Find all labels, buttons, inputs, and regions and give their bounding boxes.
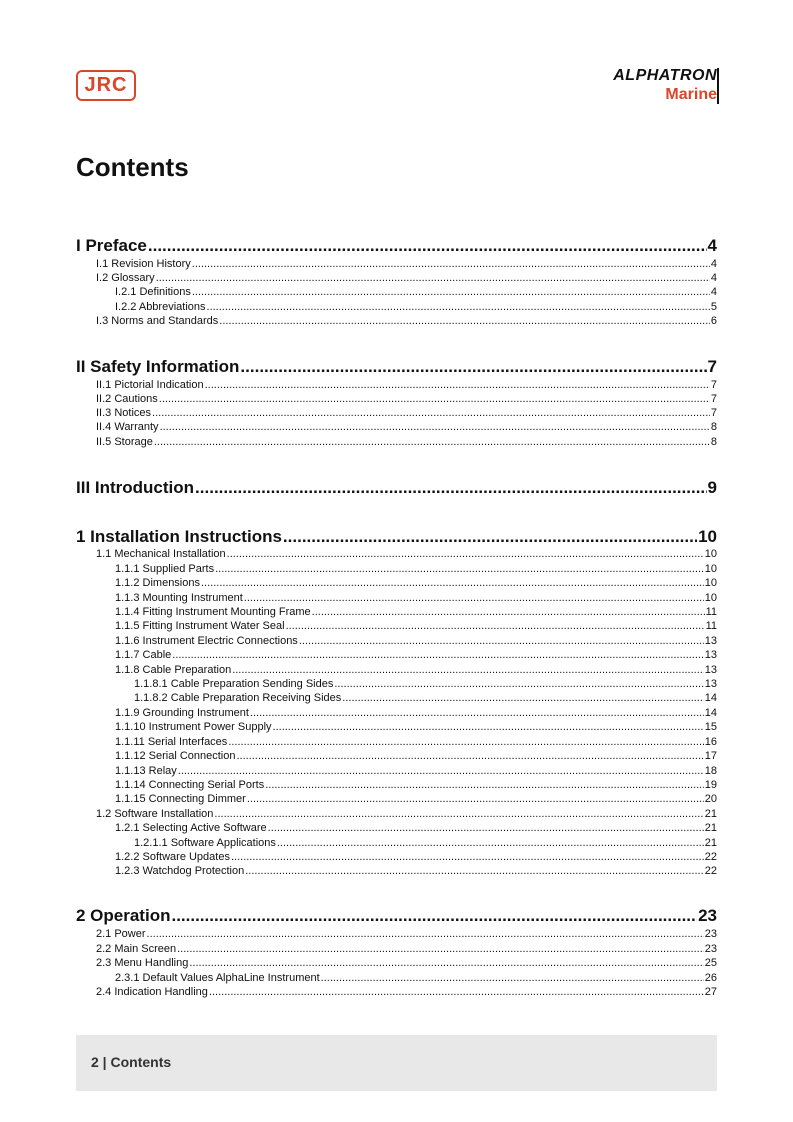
toc-entry[interactable] <box>115 606 717 620</box>
toc-page: 22 <box>704 851 717 863</box>
toc-label: I.2 Glossary <box>96 272 155 284</box>
toc-label: 1.1.10 Instrument Power Supply <box>115 721 272 733</box>
toc-page: 26 <box>704 972 717 984</box>
toc-entry[interactable] <box>96 928 717 942</box>
toc-leader <box>219 315 710 327</box>
toc-label: 1 Installation Instructions <box>76 527 282 546</box>
toc-page: 13 <box>704 678 717 690</box>
toc-leader <box>215 563 704 575</box>
toc-page: 15 <box>704 721 717 733</box>
toc-entry[interactable] <box>115 301 717 315</box>
toc-label: II.2 Cautions <box>96 393 158 405</box>
alphatron-logo-line2: Marine <box>665 86 717 103</box>
toc-entry[interactable] <box>115 793 717 807</box>
toc-label: 1.2.2 Software Updates <box>115 851 230 863</box>
toc-leader <box>312 606 705 618</box>
toc-entry[interactable] <box>96 986 717 1000</box>
toc-heading[interactable] <box>76 478 717 500</box>
toc-label: 2.1 Power <box>96 928 146 940</box>
toc-entry[interactable] <box>134 692 717 706</box>
toc-label: 1.1.13 Relay <box>115 765 177 777</box>
toc-leader <box>160 421 710 433</box>
toc-page: 5 <box>710 301 717 313</box>
toc-leader <box>244 592 704 604</box>
toc-page: 10 <box>704 548 717 560</box>
toc-leader <box>192 286 710 298</box>
toc-page: 13 <box>704 635 717 647</box>
toc-leader <box>273 721 704 733</box>
toc-label: 1.2.3 Watchdog Protection <box>115 865 245 877</box>
toc-page: 4 <box>710 258 717 270</box>
toc-label: I.3 Norms and Standards <box>96 315 219 327</box>
toc-label: 1.1.11 Serial Interfaces <box>115 736 228 748</box>
toc-label: 1.2.1.1 Software Applications <box>134 837 276 849</box>
toc-entry[interactable] <box>96 808 717 822</box>
toc-page: 20 <box>704 793 717 805</box>
toc-leader <box>227 548 704 560</box>
toc-page: 14 <box>704 692 717 704</box>
toc-entry[interactable] <box>96 436 717 450</box>
footer-text: 2 | Contents <box>91 1054 172 1070</box>
toc-entry[interactable] <box>115 649 717 663</box>
toc-heading[interactable] <box>76 527 717 549</box>
toc-entry[interactable] <box>115 779 717 793</box>
toc-page: 10 <box>704 577 717 589</box>
toc-leader <box>154 436 710 448</box>
toc-leader <box>205 379 710 391</box>
jrc-logo: JRC <box>76 70 136 101</box>
toc-label: 1.1.12 Serial Connection <box>115 750 236 762</box>
toc-leader <box>232 664 704 676</box>
toc-leader <box>283 527 697 547</box>
toc-page: 7 <box>707 357 717 376</box>
toc-entry[interactable] <box>115 865 717 879</box>
toc-entry[interactable] <box>115 750 717 764</box>
toc-leader <box>171 906 697 926</box>
toc-label: 2.2 Main Screen <box>96 943 177 955</box>
toc-leader <box>195 478 706 498</box>
alphatron-logo-line1: ALPHATRON <box>613 67 717 84</box>
logo-divider <box>717 68 719 104</box>
toc-label: 1.1.9 Grounding Instrument <box>115 707 249 719</box>
toc-label: II.4 Warranty <box>96 421 159 433</box>
toc-entry[interactable] <box>115 736 717 750</box>
toc-leader <box>152 407 710 419</box>
toc-page: 10 <box>704 563 717 575</box>
toc-page: 4 <box>707 236 717 255</box>
toc-label: III Introduction <box>76 478 195 497</box>
toc-page: 23 <box>698 906 717 925</box>
toc-entry[interactable] <box>115 765 717 779</box>
toc-entry[interactable] <box>96 393 717 407</box>
toc-entry[interactable] <box>115 664 717 678</box>
toc-label: 1.1.5 Fitting Instrument Water Seal <box>115 620 285 632</box>
toc-leader <box>250 707 704 719</box>
toc-leader <box>268 822 704 834</box>
toc-entry[interactable] <box>115 635 717 649</box>
toc-leader <box>228 736 703 748</box>
toc-leader <box>277 837 704 849</box>
toc-page: 7 <box>710 393 717 405</box>
toc-leader <box>214 808 703 820</box>
toc-label: 1.2.1 Selecting Active Software <box>115 822 267 834</box>
toc-leader <box>231 851 704 863</box>
page-title: Contents <box>76 152 189 182</box>
toc-entry[interactable] <box>115 822 717 836</box>
toc-label: 2.3.1 Default Values AlphaLine Instrument <box>115 972 320 984</box>
toc-label: II Safety Information <box>76 357 240 376</box>
toc-label: 1.1.8.2 Cable Preparation Receiving Sides <box>134 692 342 704</box>
toc-label: 1.1 Mechanical Installation <box>96 548 226 560</box>
toc-entry[interactable] <box>115 577 717 591</box>
toc-page: 21 <box>704 837 717 849</box>
toc-heading[interactable] <box>76 357 717 379</box>
toc-page: 22 <box>704 865 717 877</box>
toc-leader <box>209 986 704 998</box>
toc-page: 21 <box>704 822 717 834</box>
toc-label: I Preface <box>76 236 147 255</box>
toc-entry[interactable] <box>96 957 717 971</box>
toc-page: 11 <box>705 620 717 632</box>
toc-leader <box>236 750 703 762</box>
toc-label: 1.1.1 Supplied Parts <box>115 563 215 575</box>
toc-page: 17 <box>704 750 717 762</box>
toc-leader <box>342 692 703 704</box>
toc-leader <box>192 258 710 270</box>
toc-entry[interactable] <box>115 563 717 577</box>
toc-page: 19 <box>704 779 717 791</box>
toc-page: 7 <box>710 407 717 419</box>
toc-page: 6 <box>710 315 717 327</box>
toc-label: 1.1.8 Cable Preparation <box>115 664 232 676</box>
toc-entry[interactable] <box>96 272 717 286</box>
toc-leader <box>148 236 707 256</box>
toc-page: 9 <box>707 478 717 497</box>
toc-entry[interactable] <box>96 421 717 435</box>
toc-entry[interactable] <box>115 620 717 634</box>
toc-label: 2.4 Indication Handling <box>96 986 208 998</box>
toc-leader <box>189 957 703 969</box>
toc-page: 4 <box>710 272 717 284</box>
toc-leader <box>286 620 705 632</box>
toc-leader <box>177 943 704 955</box>
toc-page: 14 <box>704 707 717 719</box>
toc-label: II.1 Pictorial Indication <box>96 379 204 391</box>
toc-label: I.1 Revision History <box>96 258 191 270</box>
toc-leader <box>207 301 710 313</box>
toc-heading[interactable] <box>76 236 717 258</box>
toc-label: 1.1.14 Connecting Serial Ports <box>115 779 265 791</box>
toc-label: 1.1.6 Instrument Electric Connections <box>115 635 298 647</box>
toc-label: 1.1.8.1 Cable Preparation Sending Sides <box>134 678 334 690</box>
toc-label: 1.1.3 Mounting Instrument <box>115 592 243 604</box>
toc-label: 1.1.2 Dimensions <box>115 577 200 589</box>
toc-leader <box>172 649 703 661</box>
toc-entry[interactable] <box>115 851 717 865</box>
toc-page: 10 <box>704 592 717 604</box>
toc-label: 1.1.7 Cable <box>115 649 172 661</box>
toc-entry[interactable] <box>115 707 717 721</box>
toc-label: 2.3 Menu Handling <box>96 957 189 969</box>
toc-page: 4 <box>710 286 717 298</box>
toc-leader <box>299 635 704 647</box>
toc-entry[interactable] <box>115 972 717 986</box>
toc-entry[interactable] <box>96 407 717 421</box>
toc-entry[interactable] <box>115 592 717 606</box>
alphatron-logo <box>613 68 717 103</box>
toc-leader <box>201 577 704 589</box>
toc-label: 2 Operation <box>76 906 171 925</box>
toc-page: 16 <box>704 736 717 748</box>
toc-leader <box>245 865 704 877</box>
toc-page: 11 <box>705 606 717 618</box>
toc-page: 23 <box>704 943 717 955</box>
toc-page: 7 <box>710 379 717 391</box>
toc-leader <box>178 765 704 777</box>
toc-page: 23 <box>704 928 717 940</box>
toc-label: II.3 Notices <box>96 407 152 419</box>
toc-heading[interactable] <box>76 906 717 928</box>
toc-entry[interactable] <box>96 379 717 393</box>
toc-page: 25 <box>704 957 717 969</box>
toc-entry[interactable] <box>96 258 717 272</box>
toc-leader <box>265 779 704 791</box>
toc-entry[interactable] <box>96 315 717 329</box>
toc-entry[interactable] <box>96 943 717 957</box>
toc-leader <box>321 972 704 984</box>
toc-leader <box>247 793 704 805</box>
toc-page: 8 <box>710 421 717 433</box>
page-footer <box>76 1035 717 1091</box>
toc-label: II.5 Storage <box>96 436 153 448</box>
toc-leader <box>240 357 706 377</box>
toc-label: 1.2 Software Installation <box>96 808 214 820</box>
toc-page: 13 <box>704 649 717 661</box>
toc-page: 10 <box>698 527 717 546</box>
toc-label: I.2.1 Definitions <box>115 286 191 298</box>
toc-page: 18 <box>704 765 717 777</box>
toc-leader <box>156 272 710 284</box>
toc-leader <box>334 678 703 690</box>
toc-entry[interactable] <box>96 548 717 562</box>
toc-page: 27 <box>704 986 717 998</box>
toc-leader <box>147 928 704 940</box>
toc-label: 1.1.4 Fitting Instrument Mounting Frame <box>115 606 311 618</box>
toc-entry[interactable] <box>134 837 717 851</box>
toc-leader <box>159 393 710 405</box>
toc-label: 1.1.15 Connecting Dimmer <box>115 793 246 805</box>
toc-page: 21 <box>704 808 717 820</box>
toc-page: 13 <box>704 664 717 676</box>
toc-page: 8 <box>710 436 717 448</box>
toc-entry[interactable] <box>115 721 717 735</box>
toc-entry[interactable] <box>115 286 717 300</box>
toc-label: I.2.2 Abbreviations <box>115 301 206 313</box>
toc-entry[interactable] <box>134 678 717 692</box>
